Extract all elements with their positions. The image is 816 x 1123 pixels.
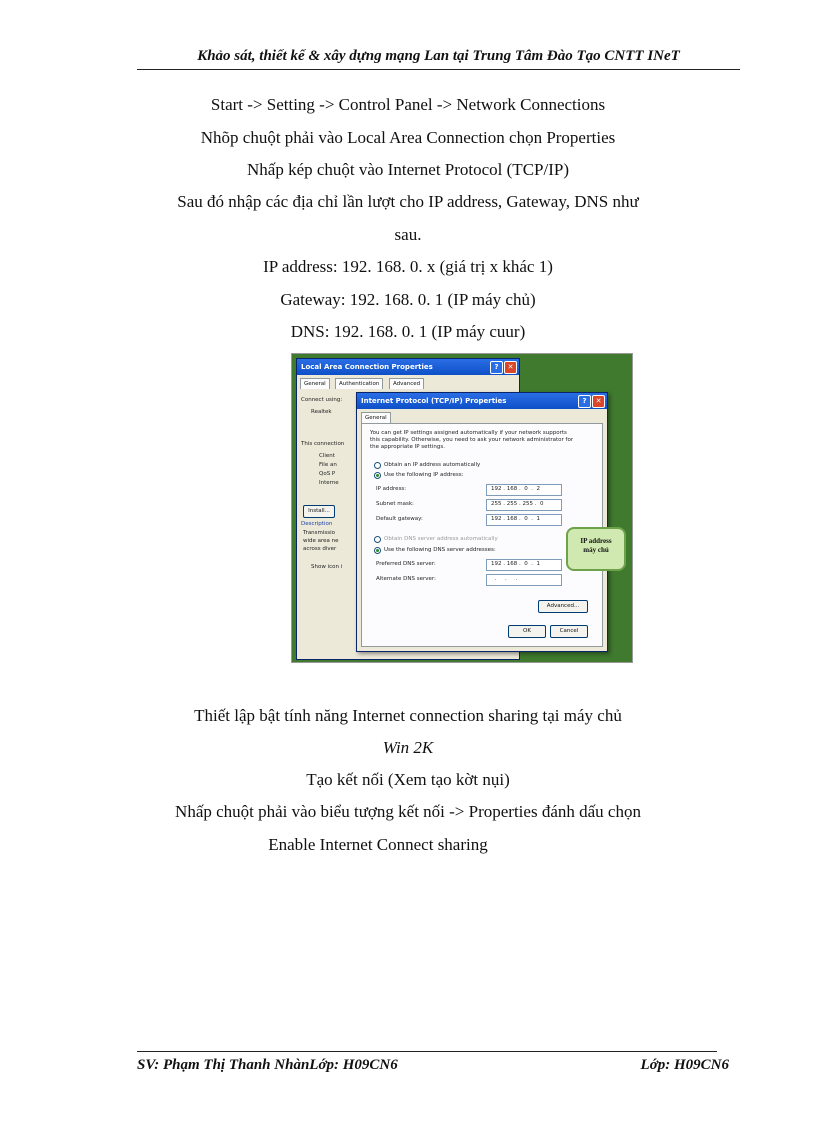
dns-line: DNS: 192. 168. 0. 1 (IP máy cuur) bbox=[290, 322, 526, 341]
show-icon-checkbox[interactable]: Show icon i bbox=[311, 564, 343, 570]
right-click-line: Nhấp chuột phải vào biểu tượng kết nối -> Properties đánh dấu chọn bbox=[175, 802, 641, 821]
component-item[interactable]: File an bbox=[319, 462, 337, 468]
gateway-line: Gateway: 192. 168. 0. 1 (IP máy chủ) bbox=[280, 290, 536, 309]
component-item[interactable]: Interne bbox=[319, 480, 339, 486]
sharing-heading: Thiết lập bật tính năng Internet connection sharing tại máy chủ bbox=[194, 706, 622, 725]
install-button[interactable]: Install... bbox=[303, 505, 335, 518]
win2k-label: Win 2K bbox=[382, 738, 434, 757]
intro-text: the appropriate IP settings. bbox=[370, 444, 445, 450]
step-line-3: Nhấp kép chuột vào Internet Protocol (TCP/IP) bbox=[247, 160, 569, 179]
advanced-button[interactable]: Advanced... bbox=[538, 600, 588, 613]
ip-callout-bubble bbox=[566, 527, 626, 571]
ip-address-line: IP address: 192. 168. 0. x (giá trị x khác 1) bbox=[263, 257, 553, 276]
enable-sharing-line: Enable Internet Connect sharing bbox=[268, 835, 488, 854]
footer-rule bbox=[137, 1051, 717, 1052]
adapter-name: Realtek bbox=[311, 409, 332, 415]
page-header: Khảo sát, thiết kế & xây dựng mạng Lan tại Trung Tâm Đào Tạo CNTT INeT bbox=[137, 48, 740, 70]
cancel-button[interactable]: Cancel bbox=[550, 625, 588, 638]
obtain-dns-radio[interactable] bbox=[374, 536, 381, 543]
tab-general[interactable]: General bbox=[361, 412, 391, 423]
use-dns-radio[interactable] bbox=[374, 547, 381, 554]
tab-authentication[interactable]: Authentication bbox=[335, 378, 383, 389]
lan-properties-titlebar bbox=[297, 359, 519, 375]
description-label: Description bbox=[301, 521, 333, 527]
obtain-dns-label: Obtain DNS server address automatically bbox=[384, 536, 498, 542]
description-text: wide area ne bbox=[303, 538, 339, 544]
connect-using-label: Connect using: bbox=[301, 397, 343, 403]
component-item[interactable]: QoS P bbox=[319, 471, 336, 477]
ip-address-input[interactable]: 192 . 168 . 0 . 2 bbox=[486, 484, 562, 496]
step-line-1: Start -> Setting -> Control Panel -> Network Connections bbox=[210, 95, 606, 114]
tab-advanced[interactable]: Advanced bbox=[389, 378, 424, 389]
subnet-mask-input[interactable]: 255 . 255 . 255 . 0 bbox=[486, 499, 562, 511]
step-line-5: sau. bbox=[394, 225, 422, 244]
step-line-2: Nhõp chuột phải vào Local Area Connection chọn Properties bbox=[200, 128, 616, 147]
intro-text: this capability. Otherwise, you need to ask your network administrator for bbox=[370, 437, 574, 443]
components-label: This connection bbox=[301, 441, 345, 447]
lan-properties-title: Local Area Connection Properties bbox=[301, 363, 433, 371]
description-text: across diver bbox=[303, 546, 337, 552]
intro-text: You can get IP settings assigned automatically if your network supports bbox=[370, 430, 567, 436]
tcpip-properties-titlebar bbox=[357, 393, 607, 409]
description-text: Transmissio bbox=[303, 530, 336, 536]
callout-line-2: máy chủ bbox=[583, 546, 609, 554]
preferred-dns-input[interactable]: 192 . 168 . 0 . 1 bbox=[486, 559, 562, 571]
use-dns-label: Use the following DNS server addresses: bbox=[384, 547, 496, 553]
obtain-ip-radio[interactable] bbox=[374, 462, 381, 469]
callout-line-1: IP address bbox=[580, 537, 612, 545]
ip-address-label: IP address: bbox=[376, 486, 407, 492]
subnet-mask-label: Subnet mask: bbox=[376, 501, 414, 507]
alternate-dns-label: Alternate DNS server: bbox=[376, 576, 436, 582]
default-gateway-input[interactable]: 192 . 168 . 0 . 1 bbox=[486, 514, 562, 526]
alternate-dns-input[interactable]: . . . bbox=[486, 574, 562, 586]
help-icon[interactable]: ? bbox=[578, 395, 591, 408]
footer-student: SV: Phạm Thị Thanh NhànLớp: H09CN6 bbox=[137, 1057, 398, 1073]
help-icon[interactable]: ? bbox=[490, 361, 503, 374]
tab-general-back[interactable]: General bbox=[300, 378, 330, 389]
use-ip-radio[interactable] bbox=[374, 472, 381, 479]
create-connection-line: Tạo kết nối (Xem tạo kờt nụi) bbox=[306, 770, 510, 789]
use-ip-label: Use the following IP address: bbox=[384, 472, 464, 478]
tcpip-screenshot-figure bbox=[291, 353, 633, 663]
component-item[interactable]: Client bbox=[319, 453, 335, 459]
close-icon[interactable]: ✕ bbox=[504, 361, 517, 374]
preferred-dns-label: Preferred DNS server: bbox=[376, 561, 436, 567]
close-icon[interactable]: ✕ bbox=[592, 395, 605, 408]
footer-class: Lớp: H09CN6 bbox=[640, 1057, 729, 1073]
tcpip-properties-window bbox=[356, 392, 608, 652]
tcpip-properties-title: Internet Protocol (TCP/IP) Properties bbox=[361, 397, 507, 405]
ok-button[interactable]: OK bbox=[508, 625, 546, 638]
obtain-ip-label: Obtain an IP address automatically bbox=[384, 462, 481, 468]
step-line-4: Sau đó nhập các địa chỉ lần lượt cho IP address, Gateway, DNS như bbox=[177, 192, 639, 211]
default-gateway-label: Default gateway: bbox=[376, 516, 423, 522]
